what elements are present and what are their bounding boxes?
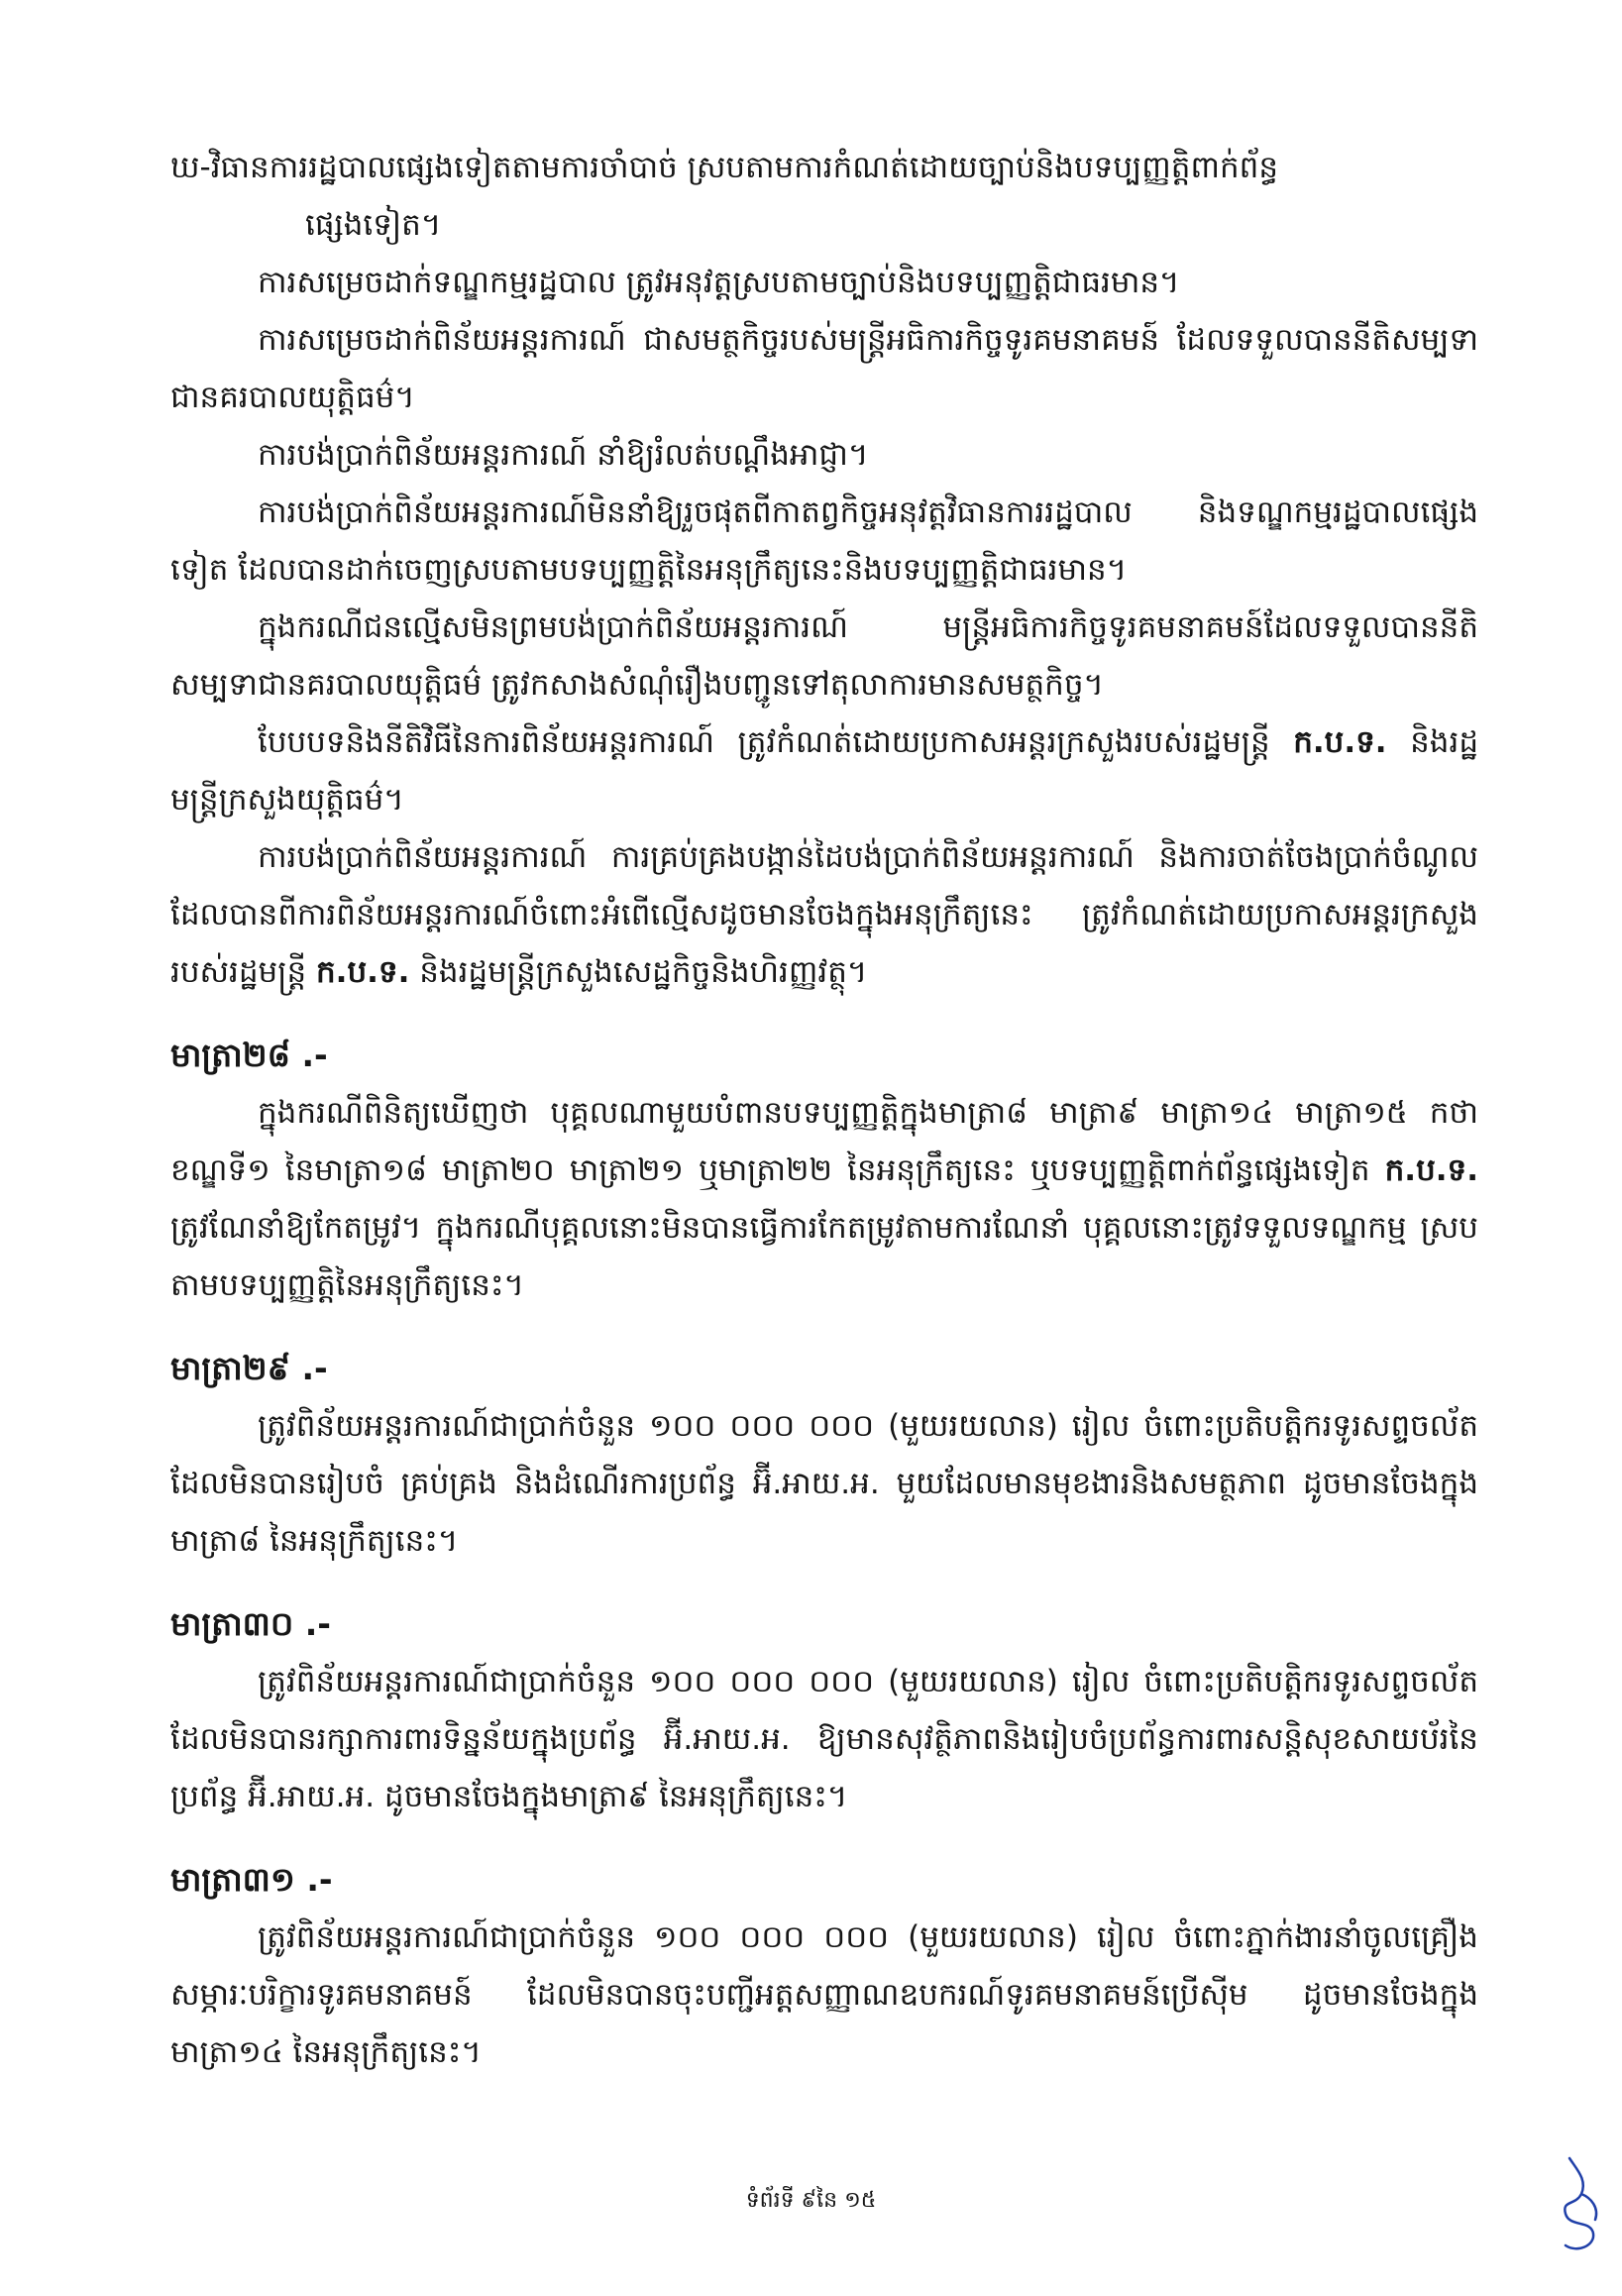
article-heading: មាត្រា២៨ .-	[170, 1036, 328, 1074]
paragraph-fine-competence: ការសម្រេចដាក់ពិន័យអន្តរការណ៍ ជាសមត្ថកិច្ចរបស់មន្ត្រីអធិការកិច្ចទូរគមនាគមន៍ ដែលទទួលបាននីតិសម្បទាជានគរបាលយុត្តិធម៌។	[170, 322, 1478, 415]
paragraph-fine-procedure-tail: និងរដ្ឋមន្ត្រីក្រសួងយុត្តិធម៌។	[170, 724, 1478, 818]
org-abbreviation: ក.ប.ទ.	[316, 954, 410, 990]
document-body	[170, 139, 1478, 2081]
article-30-text: ត្រូវពិន័យអន្តរការណ៍ជាប្រាក់ចំនួន ១០០ ០០០ ០០០ (មួយរយលាន) រៀល ចំពោះប្រតិបត្តិករទូរសព្ទចល័តដែលមិនបានរក្សាការពារទិន្នន័យក្នុងប្រព័ន្ធ អ៊ី.អាយ.អ. ឱ្យមានសុវត្ថិភាពនិងរៀបចំប្រព័ន្ធការពារសន្តិសុខសាយប័រនៃប្រព័ន្ធ អ៊ី.អាយ.អ. ដូចមានចែងក្នុងមាត្រា៩ នៃអនុក្រឹត្យនេះ។	[170, 1664, 1478, 1814]
paragraph-admin-sanction: ការសម្រេចដាក់ទណ្ឌកម្មរដ្ឋបាល ត្រូវអនុវត្តស្របតាមច្បាប់និងបទប្បញ្ញត្តិជាធរមាន។	[258, 265, 1180, 300]
article-31-text: ត្រូវពិន័យអន្តរការណ៍ជាប្រាក់ចំនួន ១០០ ០០០ ០០០ (មួយរយលាន) រៀល ចំពោះភ្នាក់ងារនាំចូលគ្រឿងសម្ភារៈបរិក្ខារទូរគមនាគមន៍ ដែលមិនបានចុះបញ្ជីអត្តសញ្ញាណឧបករណ៍ទូរគមនាគមន៍ប្រើស៊ីម ដូចមានចែងក្នុងមាត្រា១៤ នៃអនុក្រឹត្យនេះ។	[170, 1919, 1478, 2070]
paragraph-fine-obligations: ការបង់ប្រាក់ពិន័យអន្តរការណ៍មិននាំឱ្យរួចផុតពីកាតព្វកិច្ចអនុវត្តវិធានការរដ្ឋបាល និងទណ្ឌកម្មរដ្ឋបាលផ្សេងទៀត ដែលបានដាក់ចេញស្របតាមបទប្បញ្ញត្តិនៃអនុក្រឹត្យនេះនិងបទប្បញ្ញត្តិជាធរមាន។	[170, 494, 1478, 588]
paragraph-fine-revenue-tail: និងរដ្ឋមន្ត្រីក្រសួងសេដ្ឋកិច្ចនិងហិរញ្ញវត្ថុ។	[409, 954, 868, 990]
page-number: ទំព័រទី ៩នៃ ១៥	[745, 2188, 877, 2213]
article-29-text: ត្រូវពិន័យអន្តរការណ៍ជាប្រាក់ចំនួន ១០០ ០០០ ០០០ (មួយរយលាន) រៀល ចំពោះប្រតិបត្តិករទូរសព្ទចល័តដែលមិនបានរៀបចំ គ្រប់គ្រង និងដំណើរការប្រព័ន្ធ អ៊ី.អាយ.អ. មួយដែលមានមុខងារនិងសមត្ថភាព ដូចមានចែងក្នុងមាត្រា៨ នៃអនុក្រឹត្យនេះ។	[170, 1408, 1478, 1559]
list-item-y-continuation: ផ្សេងទៀត។	[305, 207, 442, 243]
list-item-y-text: ឃ-វិធានការរដ្ឋបាលផ្សេងទៀតតាមការចាំបាច់ ស្របតាមការកំណត់ដោយច្បាប់និងបទប្បញ្ញត្តិពាក់ព័ន្ធ	[170, 150, 1278, 185]
paragraph-fine-revenue	[170, 828, 1478, 1001]
article-28-body: ក្នុងករណីពិនិត្យឃើញថា បុគ្គលណាមួយបំពានបទប្បញ្ញត្តិក្នុងមាត្រា៨ មាត្រា៩ មាត្រា១៤ មាត្រា១៥ កថាខណ្ឌទី១ នៃមាត្រា១៨ មាត្រា២០ មាត្រា២១ ឬមាត្រា២២ នៃអនុក្រឹត្យនេះ ឬបទប្បញ្ញត្តិពាក់ព័ន្ធផ្សេងទៀត	[170, 1095, 1478, 1188]
list-item-y	[170, 139, 1478, 254]
org-abbreviation: ក.ប.ទ.	[1293, 724, 1387, 760]
org-abbreviation: ក.ប.ទ.	[1384, 1152, 1478, 1188]
article-heading: មាត្រា៣០ .-	[170, 1604, 331, 1643]
paragraph-refusal-to-pay: ក្នុងករណីជនល្មើសមិនព្រមបង់ប្រាក់ពិន័យអន្តរការណ៍ មន្ត្រីអធិការកិច្ចទូរគមនាគមន៍ដែលទទួលបាននីតិសម្បទាជានគរបាលយុត្តិធម៌ ត្រូវកសាងសំណុំរឿងបញ្ជូនទៅតុលាការមានសមត្ថកិច្ច។	[170, 609, 1478, 703]
paragraph-fine-extinguishes: ការបង់ប្រាក់ពិន័យអន្តរការណ៍ នាំឱ្យរំលត់បណ្តឹងអាជ្ញា។	[258, 437, 869, 473]
paragraph-fine-revenue-text: ការបង់ប្រាក់ពិន័យអន្តរការណ៍ ការគ្រប់គ្រងបង្កាន់ដៃបង់ប្រាក់ពិន័យអន្តរការណ៍ និងការចាត់ចែងប្រាក់ចំណូលដែលបានពីការពិន័យអន្តរការណ៍ចំពោះអំពើល្មើសដូចមានចែងក្នុងអនុក្រឹត្យនេះ ត្រូវកំណត់ដោយប្រកាសអន្តរក្រសួងរបស់រដ្ឋមន្ត្រី	[170, 839, 1478, 990]
initials-signature	[1548, 2150, 1607, 2259]
article-heading: មាត្រា២៩ .-	[170, 1349, 328, 1387]
paragraph-fine-procedure-text: បែបបទនិងនីតិវិធីនៃការពិន័យអន្តរការណ៍ ត្រូវកំណត់ដោយប្រកាសអន្តរក្រសួងរបស់រដ្ឋមន្ត្រី	[258, 724, 1294, 760]
article-28-text	[170, 1084, 1478, 1314]
article-heading: មាត្រា៣១ .-	[170, 1860, 333, 1899]
article-28-tail: ត្រូវណែនាំឱ្យកែតម្រូវ។ ក្នុងករណីបុគ្គលនោះមិនបានធ្វើការកែតម្រូវតាមការណែនាំ បុគ្គលនោះត្រូវទទួលទណ្ឌកម្ម ស្របតាមបទប្បញ្ញត្តិនៃអនុក្រឹត្យនេះ។	[170, 1210, 1478, 1303]
paragraph-fine-procedure	[170, 713, 1478, 828]
